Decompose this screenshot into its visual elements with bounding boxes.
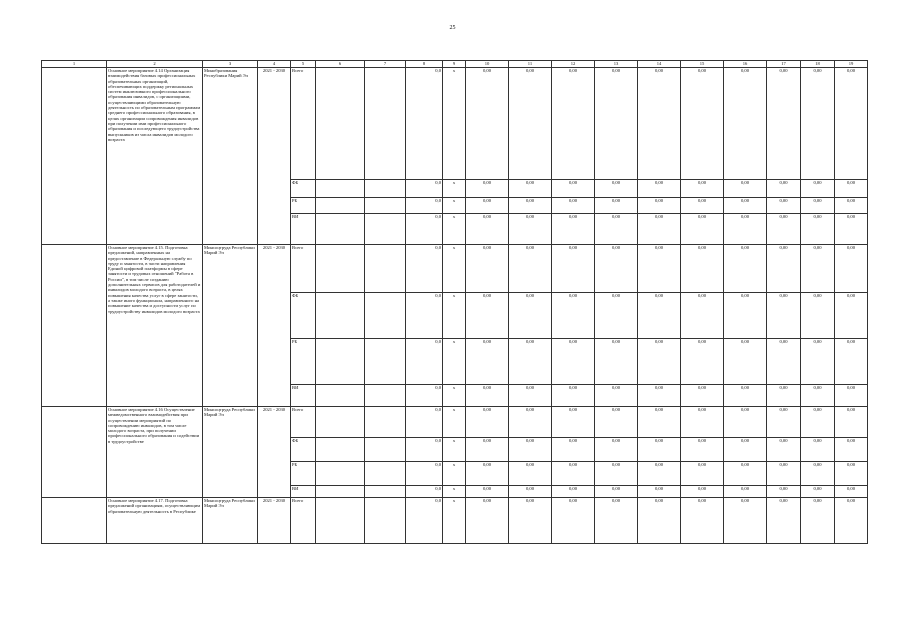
funding-source: Всего: [291, 407, 316, 438]
column-number-6: 6: [316, 61, 365, 68]
column-number-16: 16: [724, 61, 767, 68]
year-value: 0,00: [466, 407, 509, 438]
column-number-17: 17: [767, 61, 801, 68]
activity-period: 2021 - 2030: [258, 407, 291, 498]
year-value: 0,00: [801, 245, 835, 293]
year-value: 0,00: [835, 385, 868, 407]
activity-executor: Минсоцтруда Республики Марий Эл: [203, 245, 258, 407]
year-value: 0,00: [767, 180, 801, 198]
activity-period: 2021 - 2030: [258, 498, 291, 544]
year-value: 0,00: [835, 407, 868, 438]
year-value: 0,00: [767, 498, 801, 544]
year-value: 0,00: [724, 407, 767, 438]
column-number-11: 11: [509, 61, 552, 68]
table-row: [42, 498, 868, 544]
year-value: 0,00: [638, 498, 681, 544]
x-mark: х: [443, 68, 466, 180]
year-value: 0,00: [466, 214, 509, 245]
year-value: 0,00: [638, 245, 681, 293]
year-value: 0,00: [509, 293, 552, 339]
column-number-4: 4: [258, 61, 291, 68]
empty-cell: [316, 180, 365, 198]
x-mark: х: [443, 407, 466, 438]
empty-cell: [316, 339, 365, 385]
column-number-3: 3: [203, 61, 258, 68]
funding-source: ВИ: [291, 385, 316, 407]
year-value: 0,00: [767, 438, 801, 462]
year-value: 0,00: [724, 438, 767, 462]
x-mark: х: [443, 198, 466, 214]
year-value: 0,00: [466, 293, 509, 339]
year-value: 0,00: [595, 214, 638, 245]
column-number-8: 8: [406, 61, 443, 68]
total-value: 0,0: [406, 198, 443, 214]
x-mark: х: [443, 385, 466, 407]
x-mark: х: [443, 438, 466, 462]
column-number-1: 1: [42, 61, 107, 68]
empty-cell: [316, 293, 365, 339]
empty-cell: [365, 180, 406, 198]
year-value: 0,00: [595, 462, 638, 486]
year-value: 0,00: [767, 68, 801, 180]
empty-cell: [316, 462, 365, 486]
year-value: 0,00: [509, 339, 552, 385]
year-value: 0,00: [801, 198, 835, 214]
year-value: 0,00: [767, 462, 801, 486]
empty-cell: [365, 198, 406, 214]
year-value: 0,00: [724, 339, 767, 385]
funding-source: РБ: [291, 462, 316, 486]
empty-cell: [316, 438, 365, 462]
year-value: 0,00: [801, 293, 835, 339]
year-value: 0,00: [638, 180, 681, 198]
column-number-15: 15: [681, 61, 724, 68]
year-value: 0,00: [767, 339, 801, 385]
column-number-9: 9: [443, 61, 466, 68]
total-value: 0,0: [406, 245, 443, 293]
year-value: 0,00: [552, 293, 595, 339]
column-number-row: [42, 61, 868, 68]
year-value: 0,00: [552, 180, 595, 198]
empty-cell: [365, 68, 406, 180]
year-value: 0,00: [724, 214, 767, 245]
year-value: 0,00: [509, 245, 552, 293]
year-value: 0,00: [638, 486, 681, 498]
empty-cell: [365, 407, 406, 438]
empty-cell: [365, 486, 406, 498]
column-number-7: 7: [365, 61, 406, 68]
year-value: 0,00: [767, 293, 801, 339]
year-value: 0,00: [638, 198, 681, 214]
total-value: 0,0: [406, 462, 443, 486]
year-value: 0,00: [509, 198, 552, 214]
funding-source: ФБ: [291, 293, 316, 339]
activity-executor: Минсоцтруда Республики Марий Эл: [203, 407, 258, 498]
activity-period: 2021 - 2030: [258, 68, 291, 245]
total-value: 0,0: [406, 68, 443, 180]
year-value: 0,00: [552, 198, 595, 214]
year-value: 0,00: [767, 486, 801, 498]
year-value: 0,00: [681, 68, 724, 180]
funding-source: РБ: [291, 198, 316, 214]
empty-cell: [365, 339, 406, 385]
year-value: 0,00: [638, 385, 681, 407]
year-value: 0,00: [801, 180, 835, 198]
year-value: 0,00: [835, 486, 868, 498]
year-value: 0,00: [509, 498, 552, 544]
funding-source: Всего: [291, 245, 316, 293]
year-value: 0,00: [835, 293, 868, 339]
funding-table: [41, 60, 868, 544]
year-value: 0,00: [681, 180, 724, 198]
year-value: 0,00: [767, 214, 801, 245]
year-value: 0,00: [552, 407, 595, 438]
table-row: [42, 407, 868, 438]
year-value: 0,00: [801, 339, 835, 385]
total-value: 0,0: [406, 339, 443, 385]
year-value: 0,00: [595, 438, 638, 462]
x-mark: х: [443, 498, 466, 544]
year-value: 0,00: [801, 462, 835, 486]
year-value: 0,00: [638, 462, 681, 486]
year-value: 0,00: [801, 486, 835, 498]
year-value: 0,00: [466, 486, 509, 498]
year-value: 0,00: [724, 486, 767, 498]
table-body: [42, 68, 868, 544]
total-value: 0,0: [406, 486, 443, 498]
column-number-2: 2: [107, 61, 203, 68]
year-value: 0,00: [638, 407, 681, 438]
activity-description: Основное мероприятие 4.16 Осуществление межведомственного взаимодействия при осуществлении мероприятий по сопровождению инвалидов, в том числе молодого возраста, при получении профессионального образования и содействии в трудоустройстве: [107, 407, 203, 498]
year-value: 0,00: [552, 438, 595, 462]
activity-description: Основное мероприятие 4.17. Подготовка предложений организациям, осуществляющим образовательную деятельность в Республике: [107, 498, 203, 544]
year-value: 0,00: [835, 68, 868, 180]
year-value: 0,00: [835, 214, 868, 245]
year-value: 0,00: [509, 438, 552, 462]
empty-cell: [365, 245, 406, 293]
year-value: 0,00: [509, 214, 552, 245]
year-value: 0,00: [595, 68, 638, 180]
year-value: 0,00: [466, 198, 509, 214]
empty-cell: [316, 486, 365, 498]
column-number-12: 12: [552, 61, 595, 68]
year-value: 0,00: [595, 180, 638, 198]
year-value: 0,00: [509, 486, 552, 498]
year-value: 0,00: [466, 245, 509, 293]
total-value: 0,0: [406, 214, 443, 245]
year-value: 0,00: [681, 462, 724, 486]
empty-cell: [316, 198, 365, 214]
activity-executor: Минсоцтруда Республики Марий Эл: [203, 498, 258, 544]
year-value: 0,00: [638, 214, 681, 245]
year-value: 0,00: [552, 68, 595, 180]
funding-source: ФБ: [291, 180, 316, 198]
activity-period: 2021 - 2030: [258, 245, 291, 407]
column-number-18: 18: [801, 61, 835, 68]
year-value: 0,00: [552, 486, 595, 498]
year-value: 0,00: [724, 293, 767, 339]
year-value: 0,00: [509, 68, 552, 180]
year-value: 0,00: [595, 339, 638, 385]
activity-executor: Минобразования Республики Марий Эл: [203, 68, 258, 245]
year-value: 0,00: [681, 198, 724, 214]
year-value: 0,00: [767, 198, 801, 214]
year-value: 0,00: [835, 498, 868, 544]
year-value: 0,00: [835, 245, 868, 293]
funding-source: Всего: [291, 68, 316, 180]
table-row: [42, 68, 868, 180]
year-value: 0,00: [681, 385, 724, 407]
year-value: 0,00: [835, 180, 868, 198]
x-mark: х: [443, 339, 466, 385]
year-value: 0,00: [681, 407, 724, 438]
activity-description: Основное мероприятие 4.15. Подготовка предложений, направленных на предоставление в Федеральную службу по труду и занятости, в части направления Единой цифровой платформы в сфере занятости и трудовых отношений "Работа в России", в том числе созданию дополнительных сервисов для работодателей и инвалидов молодого возраста, в целях повышения качества услуг в сфере занятости, а также иного функционала, направленного на повышение качества и доступности услуг по трудоустройству инвалидов молодого возраста: [107, 245, 203, 407]
year-value: 0,00: [681, 245, 724, 293]
empty-cell: [365, 385, 406, 407]
empty-cell: [42, 498, 107, 544]
empty-cell: [42, 68, 107, 245]
year-value: 0,00: [466, 462, 509, 486]
year-value: 0,00: [681, 486, 724, 498]
year-value: 0,00: [835, 198, 868, 214]
column-number-19: 19: [835, 61, 868, 68]
year-value: 0,00: [595, 293, 638, 339]
year-value: 0,00: [724, 245, 767, 293]
x-mark: х: [443, 180, 466, 198]
year-value: 0,00: [466, 385, 509, 407]
year-value: 0,00: [595, 486, 638, 498]
year-value: 0,00: [595, 385, 638, 407]
year-value: 0,00: [552, 385, 595, 407]
year-value: 0,00: [509, 180, 552, 198]
page-number: 25: [449, 25, 456, 31]
column-number-10: 10: [466, 61, 509, 68]
funding-source: РБ: [291, 339, 316, 385]
year-value: 0,00: [801, 68, 835, 180]
x-mark: х: [443, 462, 466, 486]
year-value: 0,00: [724, 180, 767, 198]
column-number-5: 5: [291, 61, 316, 68]
empty-cell: [365, 498, 406, 544]
year-value: 0,00: [801, 407, 835, 438]
year-value: 0,00: [466, 68, 509, 180]
year-value: 0,00: [835, 339, 868, 385]
column-number-14: 14: [638, 61, 681, 68]
empty-cell: [365, 214, 406, 245]
year-value: 0,00: [681, 498, 724, 544]
year-value: 0,00: [767, 245, 801, 293]
total-value: 0,0: [406, 498, 443, 544]
year-value: 0,00: [681, 293, 724, 339]
year-value: 0,00: [466, 498, 509, 544]
year-value: 0,00: [509, 385, 552, 407]
year-value: 0,00: [835, 462, 868, 486]
year-value: 0,00: [595, 198, 638, 214]
total-value: 0,0: [406, 385, 443, 407]
year-value: 0,00: [801, 438, 835, 462]
year-value: 0,00: [724, 385, 767, 407]
total-value: 0,0: [406, 407, 443, 438]
year-value: 0,00: [724, 462, 767, 486]
funding-source: ВИ: [291, 486, 316, 498]
empty-cell: [365, 293, 406, 339]
year-value: 0,00: [638, 339, 681, 385]
activity-description: Основное мероприятие 4.14 Организация взаимодействия базовых профессиональных образовательных организаций, обеспечивающих поддержку региональных систем инклюзивного профессионального образования инвалидов, с организациями, осуществляющими образовательную деятельность по образовательным программам среднего профессионального образования, в целях организации сопровождения инвалидов при получении ими профессионального образования и последующего трудоустройства выпускников из числа инвалидов молодого возраста: [107, 68, 203, 245]
year-value: 0,00: [552, 339, 595, 385]
year-value: 0,00: [801, 498, 835, 544]
year-value: 0,00: [801, 385, 835, 407]
year-value: 0,00: [801, 214, 835, 245]
year-value: 0,00: [681, 214, 724, 245]
total-value: 0,0: [406, 438, 443, 462]
empty-cell: [365, 438, 406, 462]
year-value: 0,00: [509, 462, 552, 486]
total-value: 0,0: [406, 293, 443, 339]
year-value: 0,00: [466, 339, 509, 385]
year-value: 0,00: [681, 438, 724, 462]
empty-cell: [316, 385, 365, 407]
funding-source: Всего: [291, 498, 316, 544]
empty-cell: [42, 245, 107, 407]
year-value: 0,00: [509, 407, 552, 438]
year-value: 0,00: [595, 407, 638, 438]
x-mark: х: [443, 293, 466, 339]
funding-source: ВИ: [291, 214, 316, 245]
year-value: 0,00: [767, 385, 801, 407]
year-value: 0,00: [466, 438, 509, 462]
year-value: 0,00: [595, 498, 638, 544]
empty-cell: [42, 407, 107, 498]
funding-source: ФБ: [291, 438, 316, 462]
year-value: 0,00: [552, 498, 595, 544]
table-row: [42, 245, 868, 293]
year-value: 0,00: [638, 68, 681, 180]
x-mark: х: [443, 245, 466, 293]
year-value: 0,00: [724, 68, 767, 180]
x-mark: х: [443, 214, 466, 245]
year-value: 0,00: [466, 180, 509, 198]
x-mark: х: [443, 486, 466, 498]
year-value: 0,00: [767, 407, 801, 438]
year-value: 0,00: [681, 339, 724, 385]
column-number-13: 13: [595, 61, 638, 68]
year-value: 0,00: [552, 245, 595, 293]
empty-cell: [365, 462, 406, 486]
total-value: 0,0: [406, 180, 443, 198]
year-value: 0,00: [552, 214, 595, 245]
year-value: 0,00: [724, 198, 767, 214]
year-value: 0,00: [552, 462, 595, 486]
year-value: 0,00: [595, 245, 638, 293]
empty-cell: [316, 68, 365, 180]
empty-cell: [316, 407, 365, 438]
empty-cell: [316, 214, 365, 245]
empty-cell: [316, 245, 365, 293]
empty-cell: [316, 498, 365, 544]
year-value: 0,00: [724, 498, 767, 544]
year-value: 0,00: [638, 293, 681, 339]
year-value: 0,00: [835, 438, 868, 462]
year-value: 0,00: [638, 438, 681, 462]
